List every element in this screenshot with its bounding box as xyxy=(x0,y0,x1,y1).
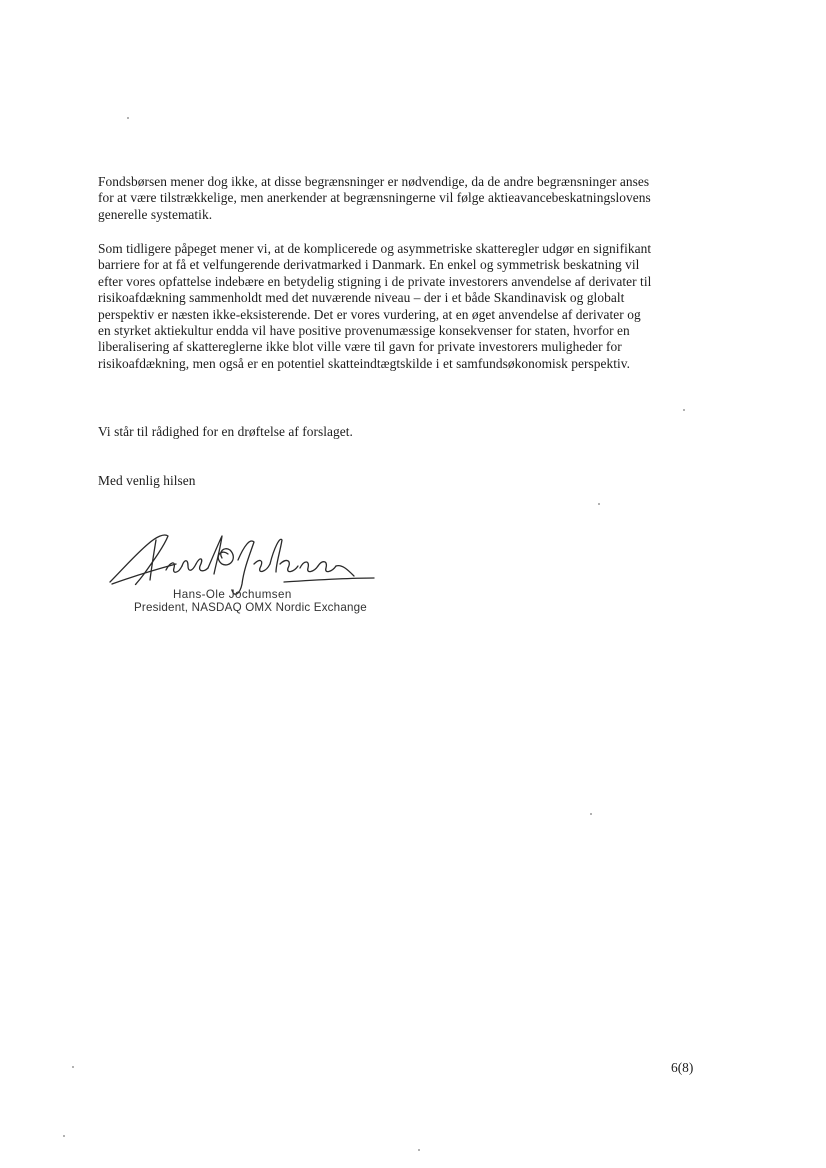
text-line: for at være tilstrækkelige, men anerkender at begrænsningerne vil følge aktieavancebeskatningslovens xyxy=(98,190,651,206)
signatory-name: Hans-Ole Jochumsen xyxy=(173,588,292,601)
text-line: efter vores opfattelse indebære en betydelig stigning i de private investorers anvendelse af derivater til xyxy=(98,273,652,289)
scan-speck xyxy=(598,503,600,505)
text-line: en styrket aktiekultur endda vil have positive provenumæssige konsekvenser for staten, hvorfor en xyxy=(98,323,630,339)
scan-speck xyxy=(72,1066,74,1068)
salutation xyxy=(98,473,704,489)
scan-speck xyxy=(63,1135,65,1137)
scan-speck xyxy=(418,1149,420,1151)
salutation-text: Med venlig hilsen xyxy=(98,473,196,488)
text-line: risikoafdækning sammenholdt med det nuværende niveau – der i et både Skandinavisk og globalt xyxy=(98,290,625,306)
scan-speck xyxy=(127,117,129,119)
paragraph-fondsborsen xyxy=(98,174,704,223)
text-line: perspektiv er næsten ikke-eksisterende. Det er vores vurdering, at en øget anvendelse af derivater og xyxy=(98,306,641,322)
scan-speck xyxy=(590,813,592,815)
scan-speck xyxy=(683,409,685,411)
closing-offer-text: Vi står til rådighed for en drøftelse af forslaget. xyxy=(98,424,353,439)
text-line: barriere for at få et velfungerende derivatmarked i Danmark. En enkel og symmetrisk beskatning vil xyxy=(98,257,640,273)
text-line: risikoafdækning, men også er en potentiel skatteindtægtskilde i et samfundsøkonomisk perspektiv. xyxy=(98,355,631,371)
signatory-title: President, NASDAQ OMX Nordic Exchange xyxy=(134,601,367,614)
text-line: Fondsbørsen mener dog ikke, at disse begrænsninger er nødvendige, da de andre begrænsninger anses xyxy=(98,174,650,189)
page-number: 6(8) xyxy=(671,1060,694,1075)
text-line: liberalisering af skattereglerne ikke blot ville være til gavn for private investorers muligheder for xyxy=(98,339,622,355)
paragraph-tax-rules xyxy=(98,241,704,372)
text-line: Som tidligere påpeget mener vi, at de komplicerede og asymmetriske skatteregler udgør en signifikant xyxy=(98,241,652,256)
text-line: generelle systematik. xyxy=(98,206,213,222)
closing-offer xyxy=(98,424,704,440)
